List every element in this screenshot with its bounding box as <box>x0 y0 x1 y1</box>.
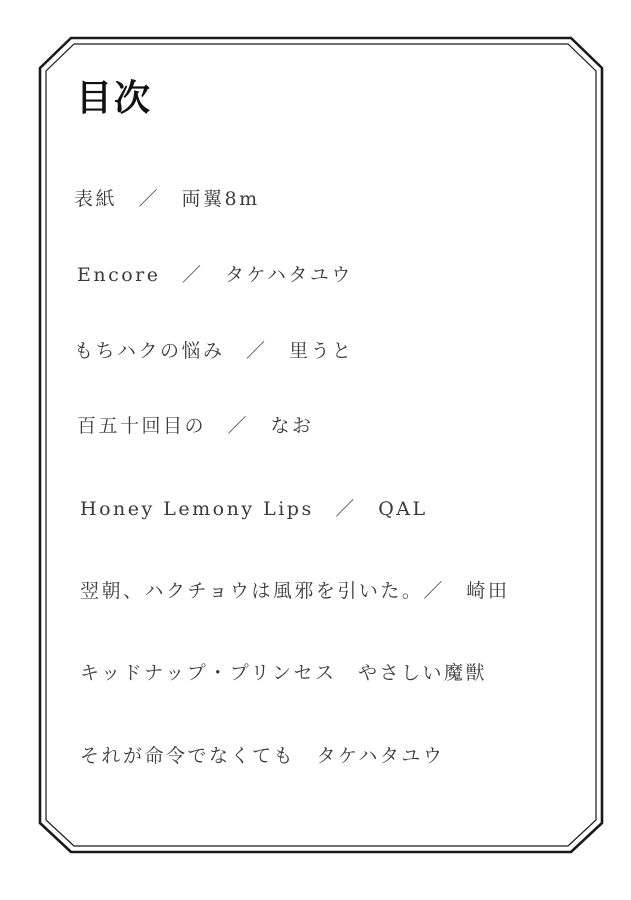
toc-entry-cover: 表紙 ／ 両翼8m <box>74 188 260 210</box>
inner-border <box>46 44 596 846</box>
toc-entry-yokuasa: 翌朝、ハクチョウは風邪を引いた。／ 崎田 <box>80 580 510 602</box>
toc-entry-encore: Encore ／ タケハタユウ <box>77 264 353 286</box>
toc-entry-mochihaku: もちハクの悩み ／ 里うと <box>74 340 354 362</box>
toc-entry-kidnap-princess: キッドナップ・プリンセス やさしい魔獣 <box>80 662 487 684</box>
toc-entry-honey-lemony-lips: Honey Lemony Lips ／ QAL <box>80 498 428 520</box>
toc-entry-hyakugojukkaime: 百五十回目の ／ なお <box>77 415 314 437</box>
outer-border <box>40 38 602 852</box>
toc-entry-soreka-meirei: それが命令でなくても タケハタユウ <box>80 745 445 767</box>
page-title: 目次 <box>76 77 153 119</box>
